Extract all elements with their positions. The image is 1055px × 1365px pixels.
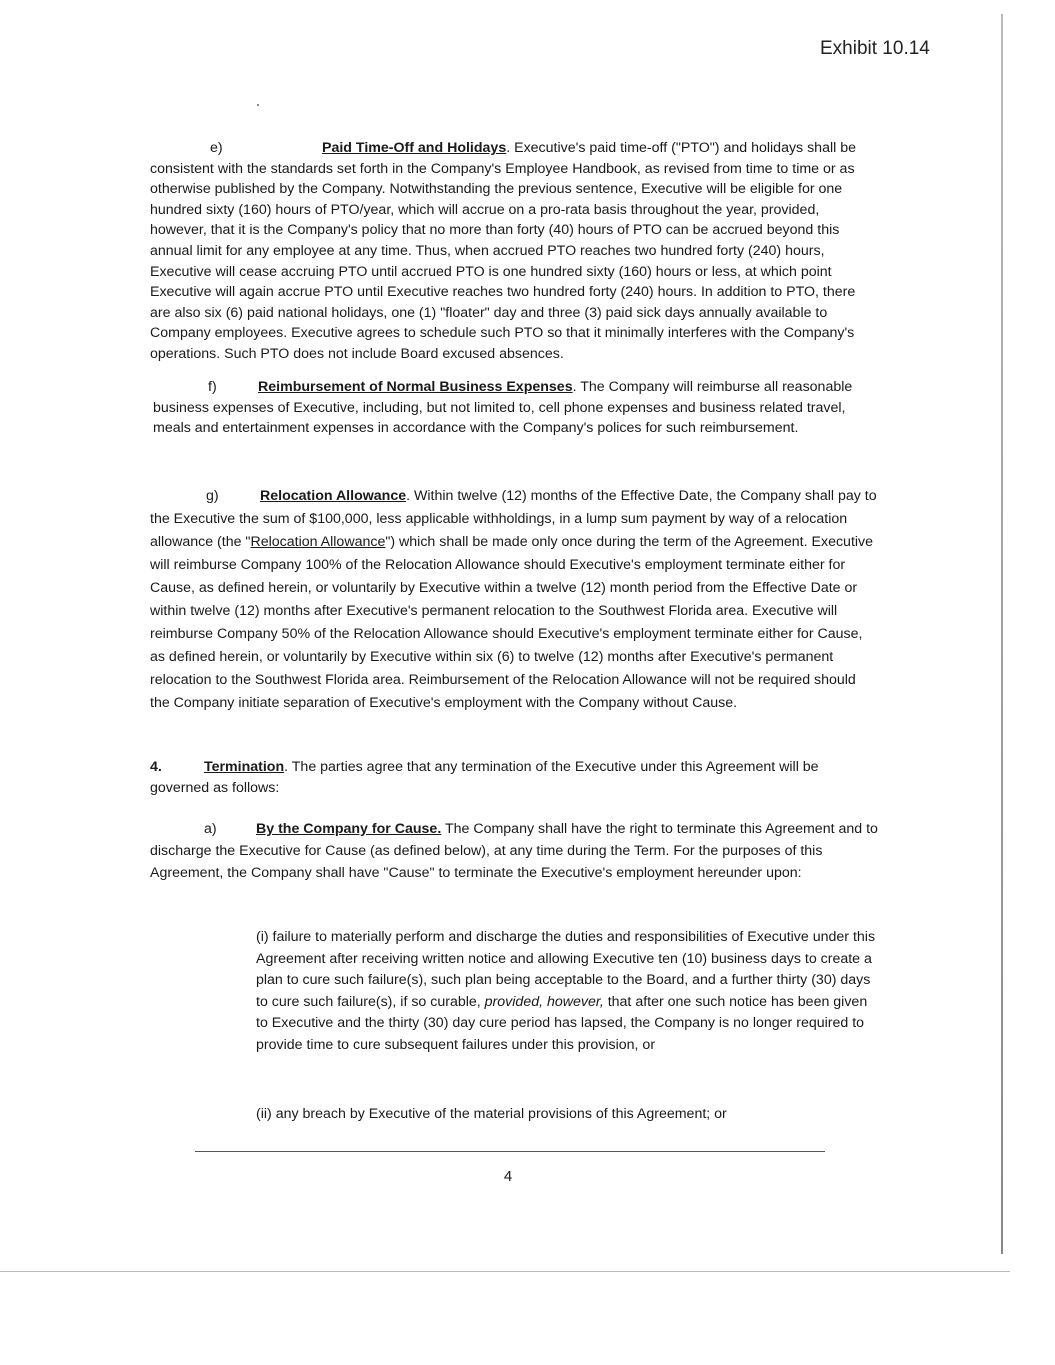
section-heading: Termination [204,759,285,775]
section-4 [150,757,878,798]
scan-speck [257,104,259,106]
paragraph-text: . Executive's paid time-off ("PTO") and holidays shall be consistent with the standards set forth in the Company's Employee Handbook, as revised from time to time or as otherwise published by the Company. Notwithstanding the previous sentence, Executive will be eligible for one hundred sixty (160) hours of PTO/year, which will accrue on a pro-rata basis throughout the year, provided, however, that it is the Company's policy that no more than forty (40) hours of PTO can be accrued beyond this annual limit for any employee at any time. Thus, when accrued PTO reaches two hundred forty (240) hours, Executive will cease accruing PTO until accrued PTO is one hundred sixty (160) hours or less, at which point Executive will again accrue PTO until Executive reaches two hundred forty (240) hours. In addition to PTO, there are also six (6) paid national holidays, one (1) "floater" day and three (3) paid sick days annually available to Company employees. Executive agrees to schedule such PTO so that it minimally interferes with the Company's operations. Such PTO does not include Board excused absences. [150,140,856,362]
paragraph-marker: e) [210,140,223,156]
scan-edge-bottom [0,1271,1010,1272]
paragraph-heading: Reimbursement of Normal Business Expenses [258,379,573,395]
paragraph-text: . Within twelve (12) months of the Effective Date, the Company shall pay to the Executive the sum of $100,000, less applicable withholdings, in a lump sum payment by way of a relocation allowance (the " [150,488,877,550]
paragraph-text: ") which shall be made only once during the term of the Agreement. Executive will reimburse Company 100% of the Relocation Allowance should Executive's employment terminate either for Cause, as defined herein, or voluntarily by Executive within a twelve (12) month period from the Effective Date or within twelve (12) months after Executive's permanent relocation to the Southwest Florida area. Executive will reimburse Company 50% of the Relocation Allowance should Executive's employment terminate either for Cause, as defined herein, or voluntarily by Executive within six (6) to twelve (12) months after Executive's permanent relocation to the Southwest Florida area. Reimbursement of the Relocation Allowance will not be required should the Company initiate separation of Executive's employment with the Company without Cause. [150,534,874,711]
paragraph-text: The Company shall have the right to terminate this Agreement and to discharge the Executive for Cause (as defined below), at any time during the Term. For the purposes of this Agreement, the Company shall have "Cause" to terminate the Executive's employment hereunder upon: [150,821,878,881]
paragraph-heading: By the Company for Cause. [256,821,442,837]
defined-term: Relocation Allowance [250,534,386,550]
clause-text: (i) failure to materially perform and discharge the duties and responsibilities of Executive under this Agreement after receiving written notice and allowing Executive ten (10) business days to create a plan to cure such failure(s), such plan being acceptable to the Board, and a further thirty (30) days to cure such failure(s), if so curable, [256,929,876,1010]
paragraph-heading: Relocation Allowance [260,488,407,504]
section-text: . The parties agree that any termination of the Executive under this Agreement will be governed as follows: [150,759,819,796]
clause-text: that after one such notice has been given to Executive and the thirty (30) day cure period has lapsed, the Company is no longer required to provide time to cure subsequent failures under this provision, or [256,993,868,1053]
clause-i [256,927,876,1056]
footer-rule [195,1151,825,1152]
paragraph-text: . The Company will reimburse all reasonable business expenses of Executive, including, but not limited to, cell phone expenses and business related travel, meals and entertainment expenses in accordance with the Company's polices for such reimbursement. [153,379,853,437]
page-number: 4 [503,1168,513,1185]
paragraph-heading: Paid Time-Off and Holidays [322,140,507,156]
clause-text: (ii) any breach by Executive of the material provisions of this Agreement; or [256,1106,727,1122]
clause-italic: provided, however, [484,993,604,1010]
paragraph-g [150,485,878,715]
paragraph-f [153,377,881,439]
paragraph-marker: f) [208,379,217,395]
paragraph-marker: g) [206,488,219,504]
exhibit-label: Exhibit 10.14 [820,38,930,59]
clause-ii [256,1104,876,1125]
scan-edge-right [1001,14,1003,1254]
paragraph-marker: a) [204,821,217,837]
paragraph-e [150,138,878,365]
paragraph-a [150,818,878,884]
section-marker: 4. [150,759,162,775]
